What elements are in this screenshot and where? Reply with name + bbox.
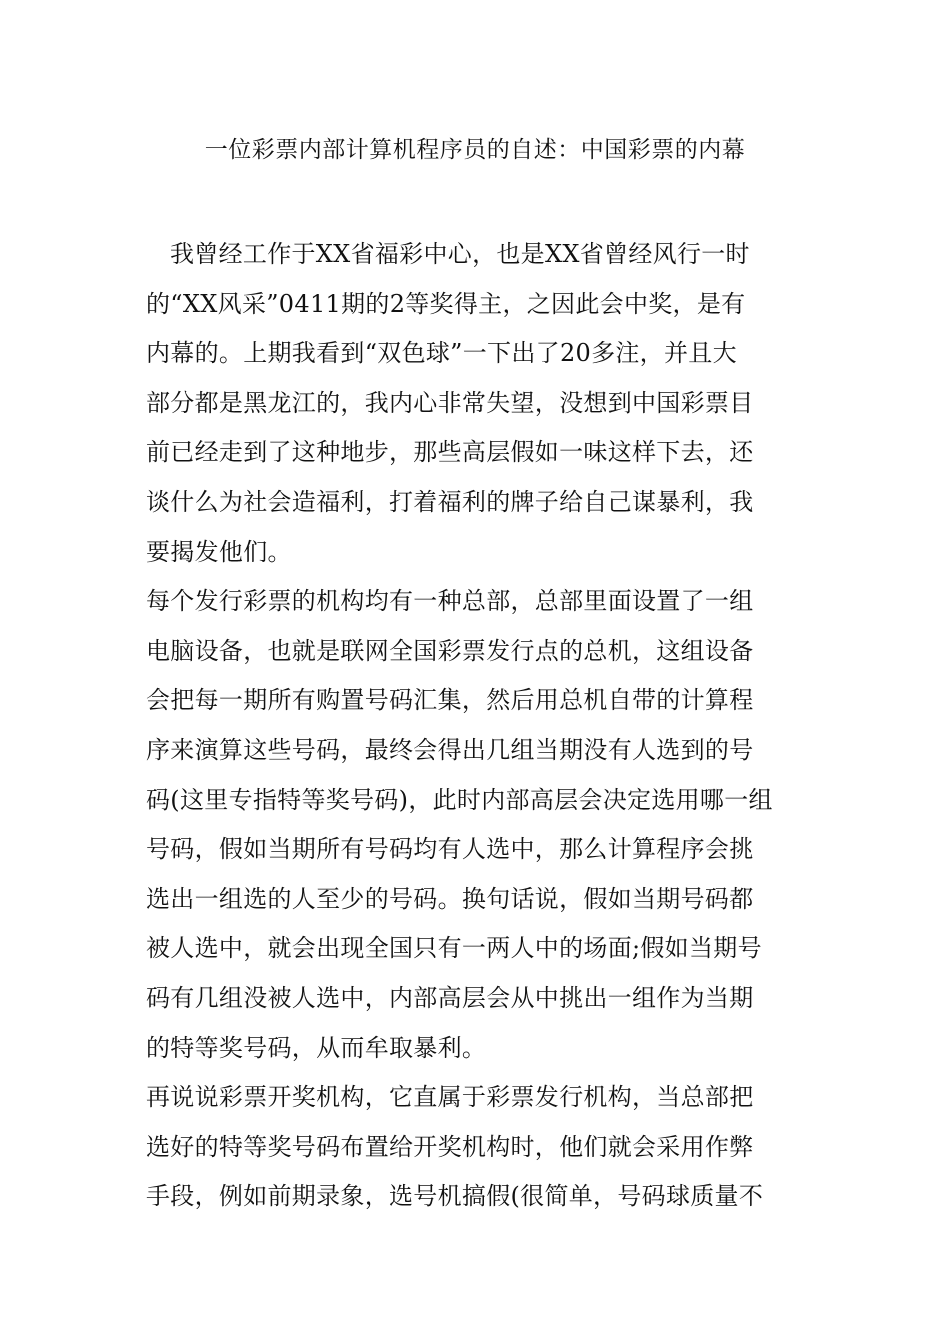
text-line: 选出一组选的人至少的号码。换句话说，假如当期号码都 [146,884,754,913]
text-line: 手段，例如前期录象，选号机搞假(很简单，号码球质量不 [146,1182,764,1211]
text-line: 再说说彩票开奖机构，它直属于彩票发行机构，当总部把 [146,1083,754,1112]
paragraph-3 [146,1073,806,1222]
text-line: 的“XX风采”0411期的2等奖得主，之因此会中奖，是有 [146,289,746,318]
text-line: 码有几组没被人选中，内部高层会从中挑出一组作为当期 [146,983,754,1012]
text-line: 序来演算这些号码，最终会得出几组当期没有人选到的号 [146,735,754,764]
document-title: 一位彩票内部计算机程序员的自述：中国彩票的内幕 [204,137,746,163]
text-line: 电脑设备，也就是联网全国彩票发行点的总机，这组设备 [146,636,754,665]
text-line: 谈什么为社会造福利，打着福利的牌子给自己谋暴利，我 [146,487,754,516]
text-line: 号码，假如当期所有号码均有人选中，那么计算程序会挑 [146,835,754,864]
text-line: 码(这里专指特等奖号码)，此时内部高层会决定选用哪一组 [146,785,773,814]
text-line: 的特等奖号码，从而牟取暴利。 [146,1033,487,1062]
text-line: 我曾经工作于XX省福彩中心，也是XX省曾经风行一时 [170,240,750,268]
paragraph-2 [146,577,806,1073]
paragraph-1 [146,230,806,577]
text-line: 会把每一期所有购置号码汇集，然后用总机自带的计算程 [146,686,754,715]
text-line: 每个发行彩票的机构均有一种总部，总部里面设置了一组 [146,587,754,616]
text-line: 要揭发他们。 [146,537,292,566]
text-line: 前已经走到了这种地步，那些高层假如一味这样下去，还 [146,438,754,467]
text-line: 内幕的。上期我看到“双色球”一下出了20多注，并且大 [146,339,737,368]
text-line: 选好的特等奖号码布置给开奖机构时，他们就会采用作弊 [146,1132,754,1161]
text-line: 被人选中，就会出现全国只有一两人中的场面;假如当期号 [146,934,762,963]
text-line: 部分都是黑龙江的，我内心非常失望，没想到中国彩票目 [146,388,754,417]
document-body [146,230,806,1222]
